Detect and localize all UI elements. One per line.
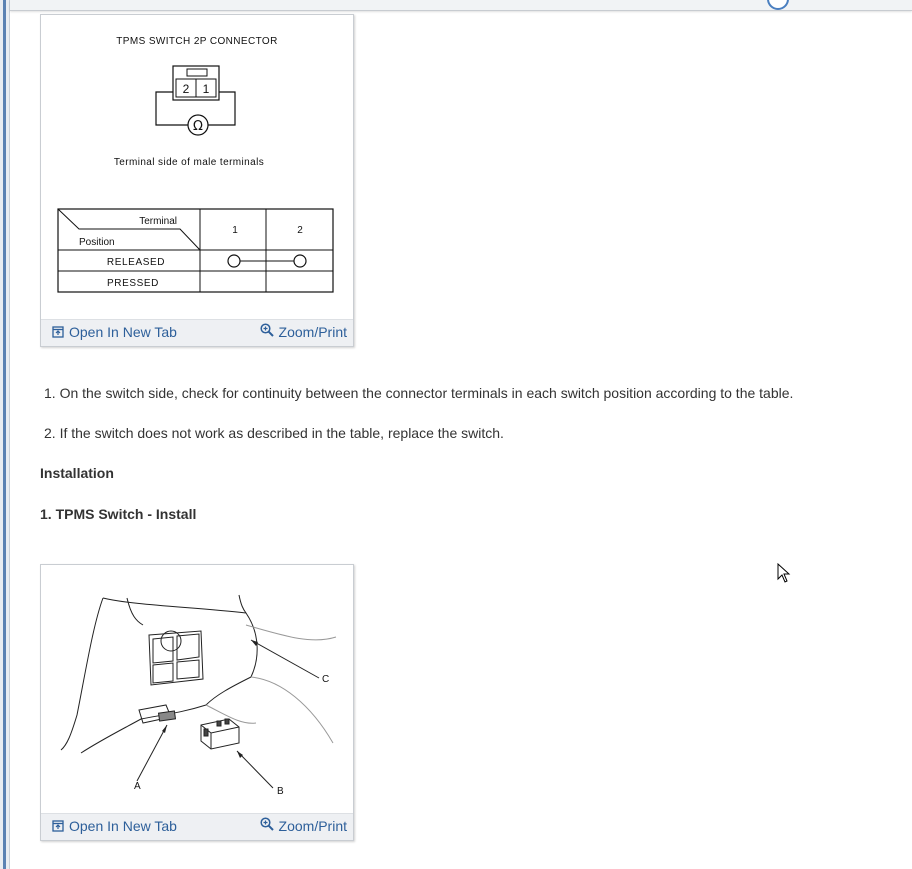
open-in-new-tab-icon bbox=[52, 820, 64, 832]
zoom-in-icon bbox=[260, 817, 274, 831]
callout-c: C bbox=[322, 674, 330, 685]
callout-b: B bbox=[277, 786, 284, 797]
continuity-table bbox=[58, 209, 333, 292]
procedure-step-2: 2. If the switch does not work as described in the table, replace the switch. bbox=[44, 425, 504, 441]
zoom-print-link[interactable] bbox=[260, 818, 347, 834]
connector-latch bbox=[187, 69, 207, 76]
connector-figure bbox=[40, 14, 354, 347]
open-in-new-tab-link[interactable] bbox=[52, 818, 177, 834]
pin-label-1: 1 bbox=[202, 82, 210, 96]
table-col-2: 2 bbox=[297, 225, 303, 236]
figure-toolbar bbox=[41, 319, 353, 346]
open-in-new-tab-label: Open In New Tab bbox=[69, 324, 177, 340]
zoom-print-link[interactable] bbox=[260, 324, 347, 340]
open-in-new-tab-icon bbox=[52, 326, 64, 338]
install-figure bbox=[40, 564, 354, 841]
ohmmeter-icon bbox=[188, 115, 208, 135]
dashboard-panel-drawing bbox=[41, 565, 353, 813]
install-step-heading: 1. TPMS Switch - Install bbox=[40, 506, 197, 522]
top-toolbar-edge bbox=[10, 0, 912, 11]
table-col-1: 1 bbox=[232, 225, 238, 236]
connector-diagram bbox=[41, 15, 353, 319]
top-round-button[interactable] bbox=[767, 0, 789, 10]
procedure-step-1: 1. On the switch side, check for continuity between the connector terminals in each switch position according to the table. bbox=[44, 385, 794, 401]
callout-a: A bbox=[134, 781, 141, 792]
table-header-terminal: Terminal bbox=[139, 216, 177, 227]
figure-toolbar bbox=[41, 813, 353, 840]
mouse-pointer-icon bbox=[777, 563, 791, 583]
zoom-print-label: Zoom/Print bbox=[278, 818, 347, 834]
open-in-new-tab-label: Open In New Tab bbox=[69, 818, 177, 834]
window-accent-stripe bbox=[3, 0, 6, 869]
svg-text:Ω: Ω bbox=[193, 119, 203, 134]
table-header-position: Position bbox=[79, 237, 115, 248]
zoom-print-label: Zoom/Print bbox=[278, 324, 347, 340]
connector-title: TPMS SWITCH 2P CONNECTOR bbox=[116, 36, 278, 47]
terminal-side-caption: Terminal side of male terminals bbox=[113, 157, 265, 168]
left-window-edge bbox=[0, 0, 10, 869]
installation-heading: Installation bbox=[40, 465, 114, 481]
open-in-new-tab-link[interactable] bbox=[52, 324, 177, 340]
zoom-in-icon bbox=[260, 323, 274, 337]
tpms-switch-part bbox=[201, 719, 239, 749]
table-row-pressed: PRESSED bbox=[107, 278, 159, 289]
table-row-released: RELEASED bbox=[106, 257, 166, 268]
switch-plug-part bbox=[159, 711, 176, 721]
pin-label-2: 2 bbox=[182, 82, 190, 96]
install-illustration bbox=[41, 565, 353, 813]
